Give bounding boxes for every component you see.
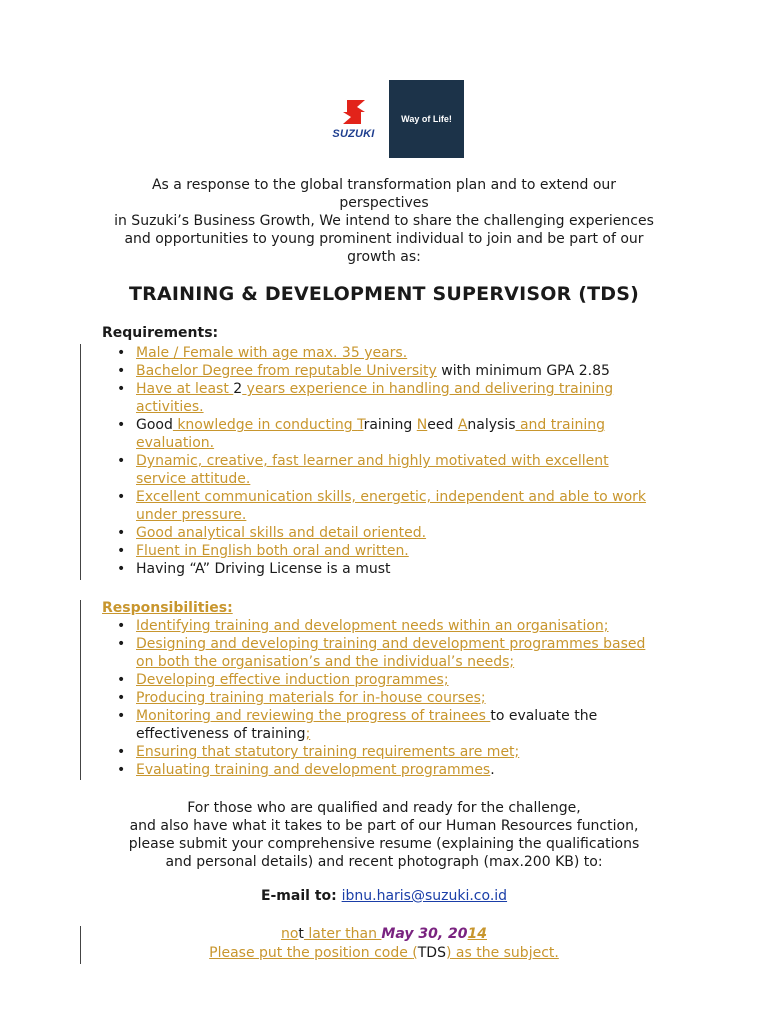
requirements-list bbox=[102, 344, 696, 578]
deadline-date: May 30, 20 bbox=[381, 926, 468, 942]
list-item bbox=[102, 452, 696, 488]
item-text: years experience in handling and delivering training bbox=[242, 381, 614, 397]
list-item bbox=[102, 707, 696, 743]
intro-line: As a response to the global transformation plan and to extend our bbox=[151, 177, 617, 193]
item-text: Male / Female with age max. 35 years. bbox=[136, 345, 408, 361]
revision-bar bbox=[80, 344, 81, 580]
list-item bbox=[102, 560, 696, 578]
responsibilities-list bbox=[102, 617, 696, 779]
item-text: with minimum GPA 2.85 bbox=[436, 363, 610, 379]
item-text: Fluent in English both oral and written. bbox=[136, 543, 409, 559]
list-item bbox=[102, 542, 696, 560]
item-text: activities. bbox=[136, 399, 204, 415]
list-item bbox=[102, 380, 696, 416]
logo-wordmark: SUZUKI bbox=[332, 128, 375, 140]
item-text: Dynamic, creative, fast learner and highly motivated with excellent bbox=[136, 453, 609, 469]
item-text: Evaluating training and development programmes bbox=[136, 762, 491, 778]
item-text: evaluation. bbox=[136, 435, 215, 451]
deadline-block bbox=[60, 925, 708, 963]
list-item bbox=[102, 689, 696, 707]
position-code: TDS bbox=[417, 945, 446, 961]
item-text: ; bbox=[305, 726, 311, 742]
list-item bbox=[102, 488, 696, 524]
closing-paragraph bbox=[60, 799, 708, 871]
deadline-text: t bbox=[298, 926, 304, 942]
deadline-date: 14 bbox=[467, 926, 488, 942]
item-text: Bachelor Degree from reputable University bbox=[136, 363, 437, 379]
item-text: T bbox=[357, 417, 364, 433]
closing-line: and also have what it takes to be part of our Human Resources function, bbox=[129, 818, 639, 834]
list-item bbox=[102, 635, 696, 671]
item-text: knowledge in conducting bbox=[172, 417, 358, 433]
closing-line: please submit your comprehensive resume (explaining the qualifications bbox=[128, 836, 640, 852]
item-text: effectiveness of training bbox=[136, 726, 306, 742]
email-line bbox=[60, 888, 708, 904]
requirements-heading: Requirements: bbox=[102, 325, 219, 341]
item-text: to evaluate the bbox=[490, 708, 598, 724]
job-title: TRAINING & DEVELOPMENT SUPERVISOR (TDS) bbox=[128, 283, 640, 305]
item-text: Identifying training and development needs within an organisation; bbox=[136, 618, 609, 634]
logo-tagline-panel bbox=[389, 80, 464, 158]
item-text: Producing training materials for in-house courses; bbox=[136, 690, 486, 706]
suzuki-logo bbox=[318, 80, 464, 158]
intro-line: growth as: bbox=[347, 249, 421, 265]
item-text: service attitude. bbox=[136, 471, 251, 487]
item-text: N bbox=[416, 417, 428, 433]
item-text: nalysis bbox=[467, 417, 516, 433]
list-item bbox=[102, 671, 696, 689]
closing-line: and personal details) and recent photograph (max.200 KB) to: bbox=[165, 854, 603, 870]
list-item bbox=[102, 761, 696, 779]
item-text: Good analytical skills and detail oriented. bbox=[136, 525, 427, 541]
list-item bbox=[102, 344, 696, 362]
subject-text: ( bbox=[412, 945, 418, 961]
item-text: Designing and developing training and development programmes based bbox=[136, 636, 646, 652]
item-text: eed bbox=[427, 417, 458, 433]
deadline-text: later than bbox=[303, 926, 382, 942]
item-text: Developing effective induction programmes; bbox=[136, 672, 449, 688]
intro-line: in Suzuki’s Business Growth, We intend to share the challenging experiences bbox=[114, 213, 654, 229]
closing-line: For those who are qualified and ready for the challenge, bbox=[187, 800, 581, 816]
item-text: Ensuring that statutory training requirements are met; bbox=[136, 744, 520, 760]
intro-line: and opportunities to young prominent individual to join and be part of our bbox=[124, 231, 644, 247]
item-text: Have at least bbox=[136, 381, 234, 397]
item-text: on both the organisation’s and the individual’s needs; bbox=[136, 654, 515, 670]
deadline-line bbox=[60, 925, 708, 944]
subject-line bbox=[60, 944, 708, 963]
item-text: raining bbox=[363, 417, 417, 433]
item-text: Monitoring and reviewing the progress of trainees bbox=[136, 708, 491, 724]
item-text: Having “A” Driving License is a must bbox=[136, 561, 391, 577]
intro-paragraph bbox=[80, 176, 688, 266]
subject-text: ) bbox=[445, 945, 452, 961]
list-item bbox=[102, 617, 696, 635]
subject-text: as the subject. bbox=[451, 945, 559, 961]
item-text: A bbox=[457, 417, 468, 433]
email-label: E-mail to: bbox=[260, 888, 342, 904]
list-item bbox=[102, 743, 696, 761]
list-item bbox=[102, 416, 696, 452]
deadline-text: no bbox=[280, 926, 299, 942]
subject-text: Please put the position code bbox=[209, 945, 413, 961]
item-text: . bbox=[490, 762, 495, 778]
item-text: and training bbox=[515, 417, 605, 433]
responsibilities-heading: Responsibilities: bbox=[102, 600, 233, 616]
item-text: under pressure. bbox=[136, 507, 247, 523]
list-item bbox=[102, 362, 696, 380]
item-text: Excellent communication skills, energetic, independent and able to work bbox=[136, 489, 647, 505]
logo-tagline: Way of Life! bbox=[401, 114, 452, 124]
intro-line: perspectives bbox=[339, 195, 429, 211]
email-link[interactable]: ibnu.haris@suzuki.co.id bbox=[341, 888, 508, 904]
list-item bbox=[102, 524, 696, 542]
revision-bar bbox=[80, 600, 81, 780]
suzuki-s-icon bbox=[339, 98, 369, 126]
logo-mark-panel bbox=[318, 80, 389, 158]
item-text: Good bbox=[136, 417, 173, 433]
item-text: 2 bbox=[233, 381, 243, 397]
